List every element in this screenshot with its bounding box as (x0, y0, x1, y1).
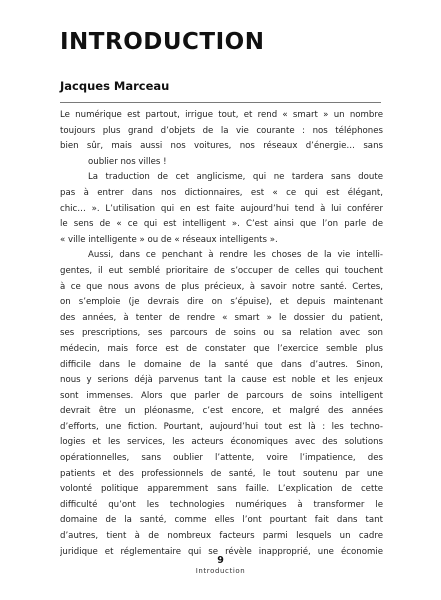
text-line: d’autres, tient à de nombreux facteurs parmi lesquels un cadre (60, 531, 383, 542)
text-line: nous y serions déjà parvenus tant la cause est noble et les enjeux (60, 375, 383, 386)
text-line: gentes, il eut semblé prioritaire de s’occuper de celles qui touchent (60, 265, 383, 276)
text-line: à ce que nous avons de plus précieux, à savoir notre santé. Certes, (60, 281, 383, 292)
text-line: toujours plus grand d’objets de la vie courante : nos téléphones (60, 125, 383, 136)
text-line: « ville intelligente » ou de « réseaux intelligents ». (60, 234, 278, 245)
text-line: Le numérique est partout, irrigue tout, et rend « smart » un nombre (60, 110, 383, 120)
page-number: 9 (217, 555, 224, 566)
body-text (60, 108, 383, 560)
text-line: on s’emploie (je devrais dire on s’épuise), et depuis maintenant (60, 297, 383, 308)
paragraph-2 (60, 170, 383, 248)
text-line: volonté politique apparemment sans faille. L’explication de cette (60, 484, 383, 495)
text-line: des années, à tenter de rendre « smart » le dossier du patient, (60, 312, 383, 323)
author-divider (60, 102, 381, 103)
author-name: Jacques Marceau (60, 79, 170, 93)
text-line: chic… ». L’utilisation qui en est faite aujourd’hui tend à lui conférer (60, 203, 383, 214)
paragraph-3 (60, 248, 383, 560)
chapter-title: INTRODUCTION (60, 29, 265, 55)
text-line: patients et des professionnels de santé, le tout soutenu par une (60, 468, 383, 479)
text-line: difficulté qu’ont les technologies numériques à transformer le (60, 499, 383, 510)
running-footer: Introduction (195, 567, 246, 575)
text-line: pas à entrer dans nos dictionnaires, est « ce qui est élégant, (60, 187, 383, 198)
text-line: oublier nos villes ! (88, 156, 167, 167)
text-line: juridique et réglementaire qui se révèle inapproprié, une économie (60, 546, 383, 557)
text-line: le sens de « ce qui est intelligent ». C’est ainsi que l’on parle de (60, 219, 383, 230)
text-line: La traduction de cet anglicisme, qui ne tardera sans doute (88, 172, 383, 183)
paragraph-1 (60, 108, 383, 170)
text-line: médecin, mais force est de constater que l’exercice semble plus (60, 343, 383, 354)
text-line: difficile dans le domaine de la santé que dans d’autres. Sinon, (60, 359, 383, 370)
text-line: bien sûr, mais aussi nos voitures, nos réseaux d’énergie… sans (60, 141, 383, 152)
text-line: devrait être un pléonasme, c’est encore, et malgré des années (60, 406, 383, 417)
text-line: logies et les services, les acteurs économiques avec des solutions (60, 437, 383, 448)
text-line: d’efforts, une fiction. Pourtant, aujourd’hui tout est là : les techno- (60, 421, 383, 432)
text-line: opérationnelles, sans oublier l’attente, voire l’impatience, des (60, 453, 383, 464)
text-line: ses prescriptions, ses parcours de soins ou sa relation avec son (60, 328, 383, 339)
text-line: sont immenses. Alors que parler de parcours de soins intelligent (60, 390, 383, 401)
text-line: Aussi, dans ce penchant à rendre les choses de la vie intelli- (88, 250, 383, 261)
text-line: domaine de la santé, comme elles l’ont pourtant fait dans tant (60, 515, 383, 526)
